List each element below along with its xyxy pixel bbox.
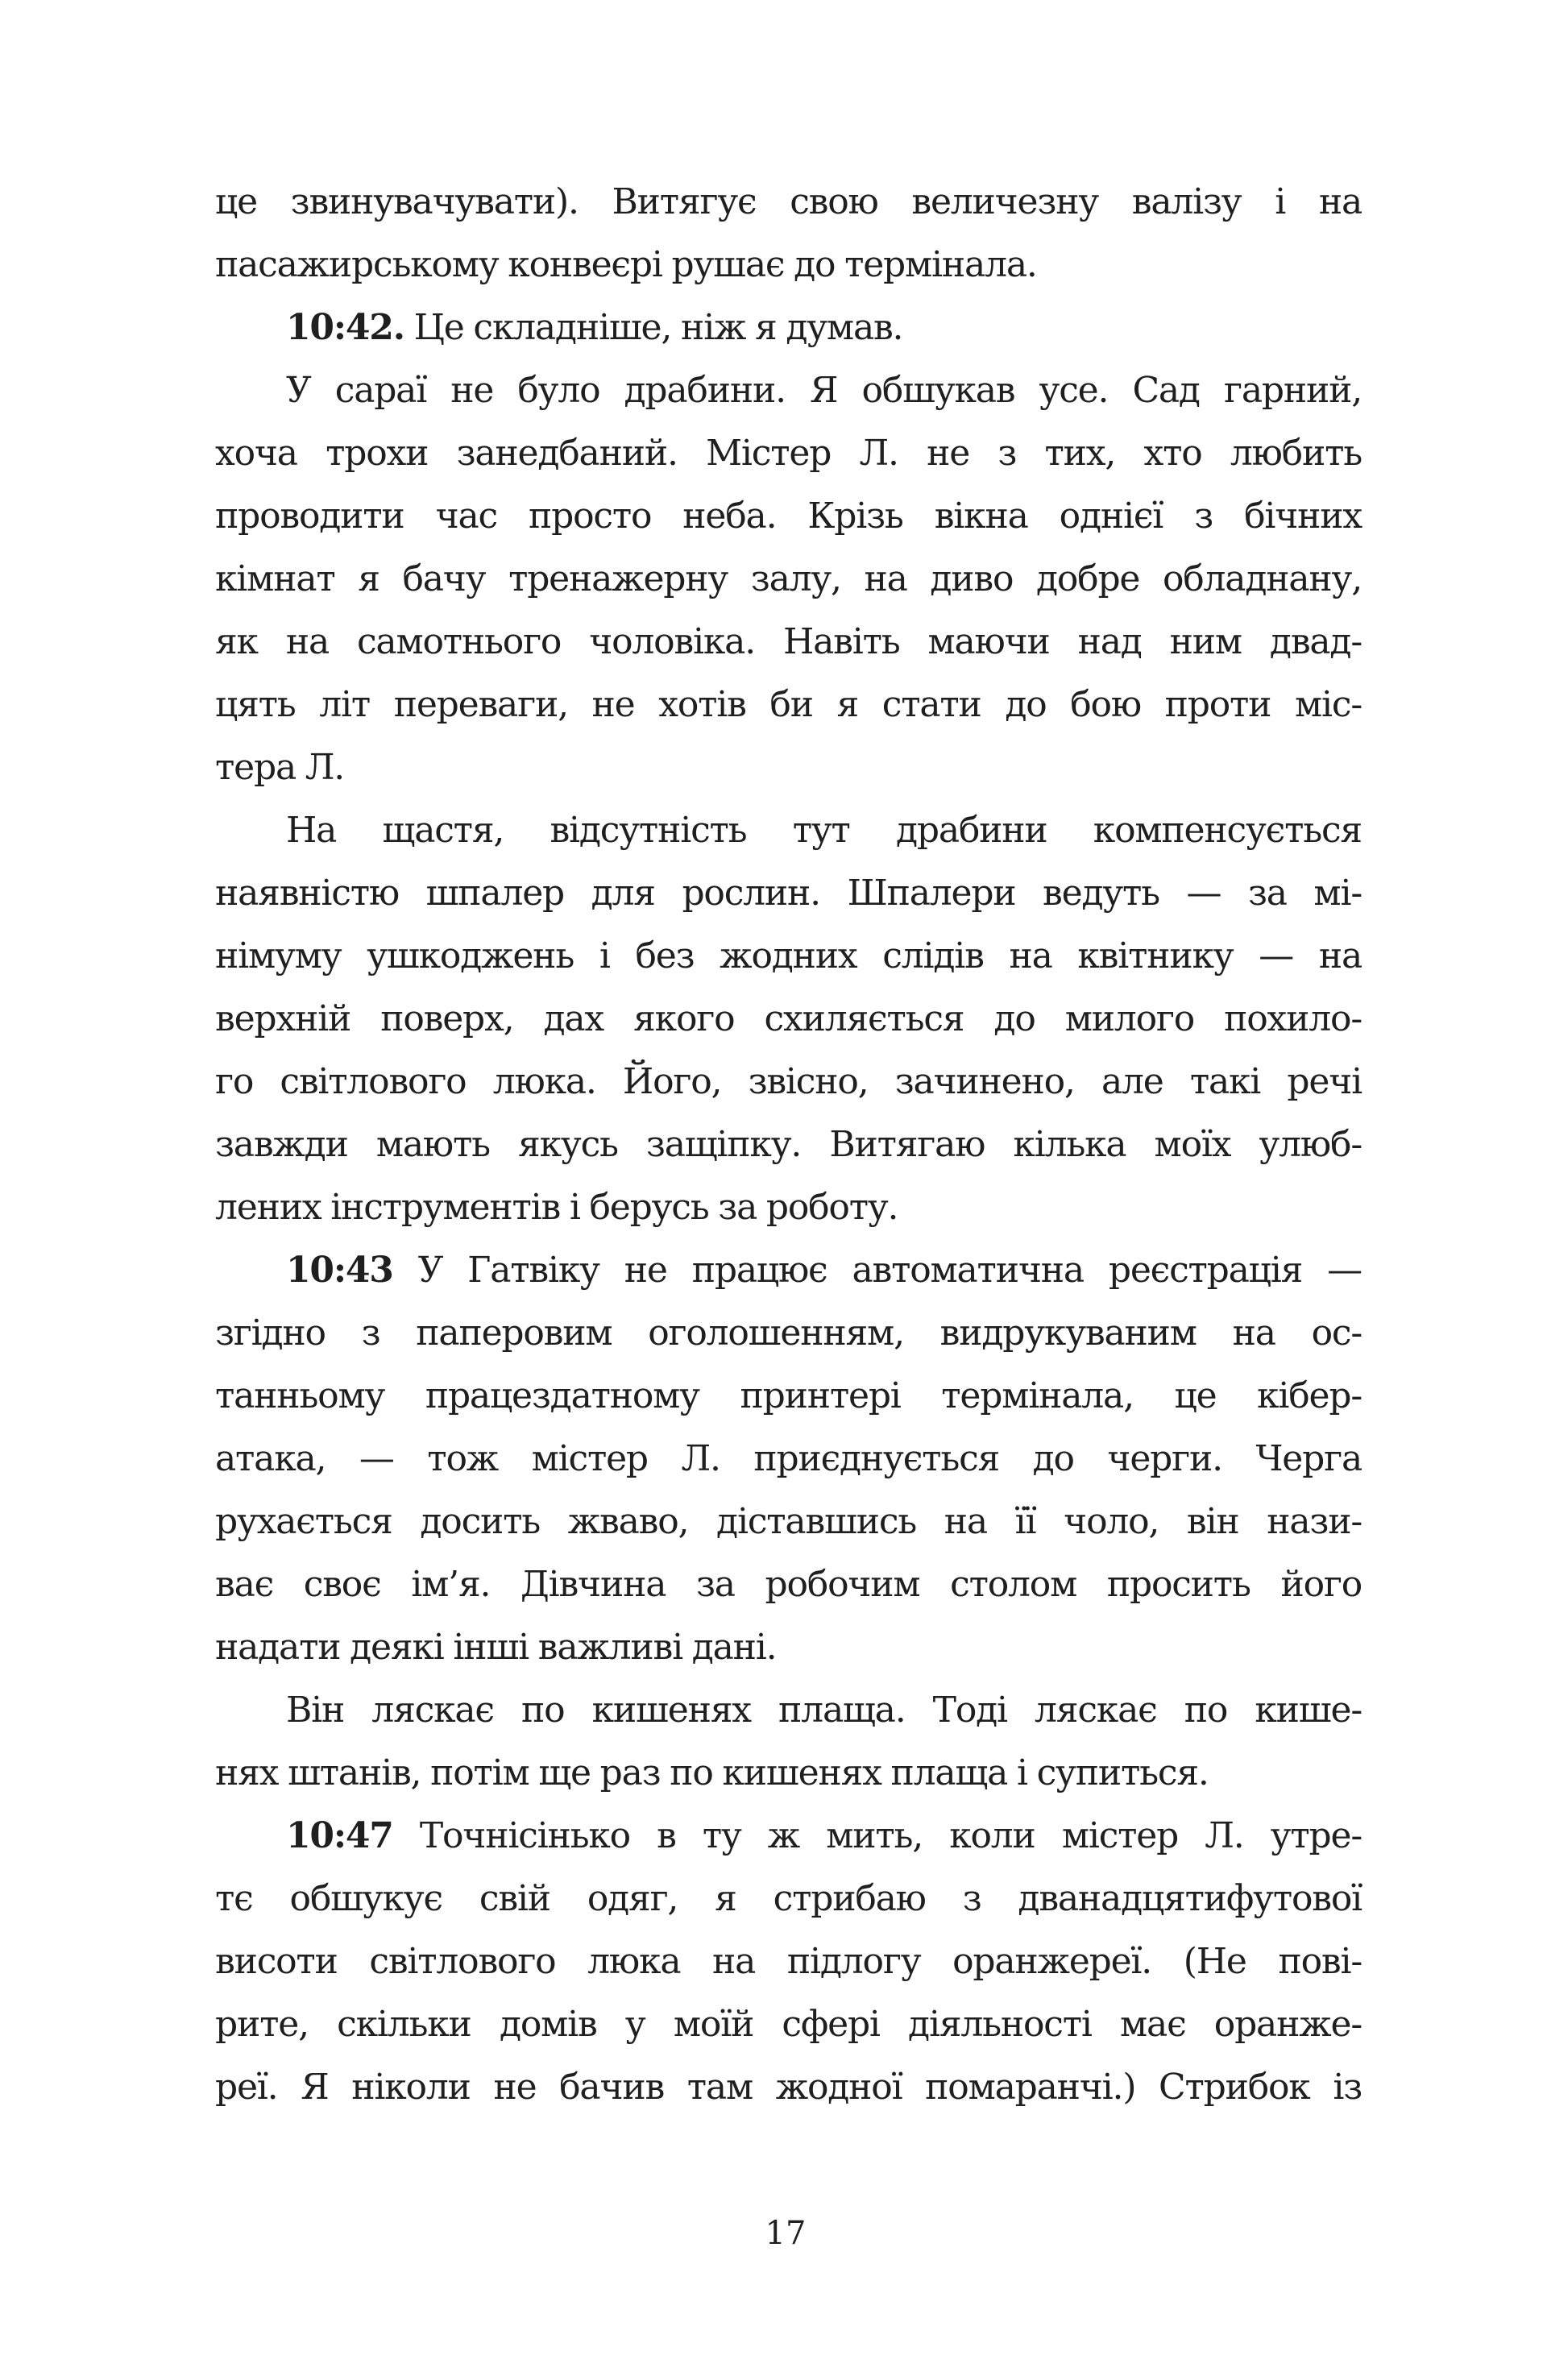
text-line (215, 988, 1362, 1051)
text-line (215, 234, 1362, 296)
line-text: німуму ушкоджень і без жодних слідів на квітнику — на (215, 935, 1362, 976)
page-number: 17 (765, 2215, 807, 2252)
text-line (215, 674, 1362, 736)
line-text: рухається досить жваво, діставшись на її чоло, він нази- (215, 1501, 1362, 1542)
line-text: атака, — тож містер Л. приєднується до черги. Черга (215, 1438, 1362, 1479)
text-line (215, 1553, 1362, 1616)
text-line (215, 799, 1362, 862)
line-text: На щастя, відсутність тут драбини компенсується (286, 810, 1362, 851)
line-text: верхній поверх, дах якого схиляється до милого похило- (215, 998, 1362, 1039)
text-line (215, 359, 1362, 422)
line-text: ває своє ім’я. Дівчина за робочим столом просить його (215, 1564, 1362, 1605)
timestamp: 10:42. (286, 307, 404, 348)
text-line (215, 1428, 1362, 1491)
text-line (215, 925, 1362, 988)
line-text: висоти світлового люка на підлогу оранжереї. (Не пові- (215, 1941, 1362, 1982)
line-text: цять літ переваги, не хотів би я стати до бою проти міс- (215, 684, 1362, 725)
timestamp: 10:47 (286, 1815, 393, 1856)
line-text: наявністю шпалер для рослин. Шпалери ведуть — за мі- (215, 873, 1362, 914)
line-text: тє обшукує свій одяг, я стрибаю з дванадцятифутової (215, 1878, 1362, 1919)
text-line (215, 171, 1362, 234)
text-line (215, 1616, 1362, 1679)
text-line (215, 1365, 1362, 1428)
text-line (215, 1051, 1362, 1113)
text-line (215, 485, 1362, 548)
line-text: надати деякі інші важливі дані. (215, 1627, 777, 1668)
line-text: як на самотнього чоловіка. Навіть маючи над ним двад- (215, 621, 1362, 662)
line-text: це звинувачувати). Витягує свою величезну валізу і на (215, 181, 1362, 222)
line-text: У сараї не було драбини. Я обшукав усе. Сад гарний, (286, 370, 1362, 411)
text-line (215, 422, 1362, 485)
line-text: Він ляскає по кишенях плаща. Тоді ляскає по кише- (286, 1690, 1362, 1731)
text-line (215, 1679, 1362, 1742)
text-line (215, 1868, 1362, 1930)
line-text: Це складніше, ніж я думав. (404, 307, 903, 348)
text-line (215, 548, 1362, 611)
line-text: танньому працездатному принтері термінала, це кібер- (215, 1375, 1362, 1416)
line-text: лених інструментів і берусь за роботу. (215, 1187, 898, 1228)
text-line (215, 611, 1362, 674)
line-text: хоча трохи занедбаний. Містер Л. не з тих, хто любить (215, 433, 1362, 474)
line-text: проводити час просто неба. Крізь вікна однієї з бічних (215, 495, 1362, 537)
body-text (215, 171, 1362, 2119)
line-text: згідно з паперовим оголошенням, видрукуваним на ос- (215, 1312, 1362, 1354)
text-line (215, 1930, 1362, 1993)
line-text: завжди мають якусь защіпку. Витягаю кілька моїх улюб- (215, 1124, 1362, 1165)
line-text: Точнісінько в ту ж мить, коли містер Л. утре- (392, 1815, 1362, 1856)
line-text: реї. Я ніколи не бачив там жодної помаранчі.) Стрибок із (215, 2067, 1362, 2108)
text-line (215, 1239, 1362, 1302)
text-line (215, 1113, 1362, 1176)
line-text: пасажирському конвеєрі рушає до термінала. (215, 244, 1037, 285)
text-line (215, 1742, 1362, 1805)
text-line (215, 736, 1362, 799)
line-text: кімнат я бачу тренажерну залу, на диво добре обладнану, (215, 558, 1362, 599)
text-line (215, 1805, 1362, 1868)
line-text: тера Л. (215, 747, 345, 788)
timestamp: 10:43 (286, 1250, 393, 1291)
text-line (215, 1176, 1362, 1239)
line-text: У Гатвіку не працює автоматична реєстрація — (392, 1250, 1362, 1291)
text-line (215, 1302, 1362, 1365)
line-text: го світлового люка. Його, звісно, зачинено, але такі речі (215, 1061, 1362, 1102)
text-line (215, 1491, 1362, 1553)
text-line (215, 862, 1362, 925)
text-line (215, 1993, 1362, 2056)
line-text: рите, скільки домів у моїй сфері діяльності має оранже- (215, 2004, 1362, 2045)
text-line (215, 2056, 1362, 2119)
line-text: нях штанів, потім ще раз по кишенях плаща і супиться. (215, 1752, 1209, 1793)
text-line (215, 296, 1362, 359)
